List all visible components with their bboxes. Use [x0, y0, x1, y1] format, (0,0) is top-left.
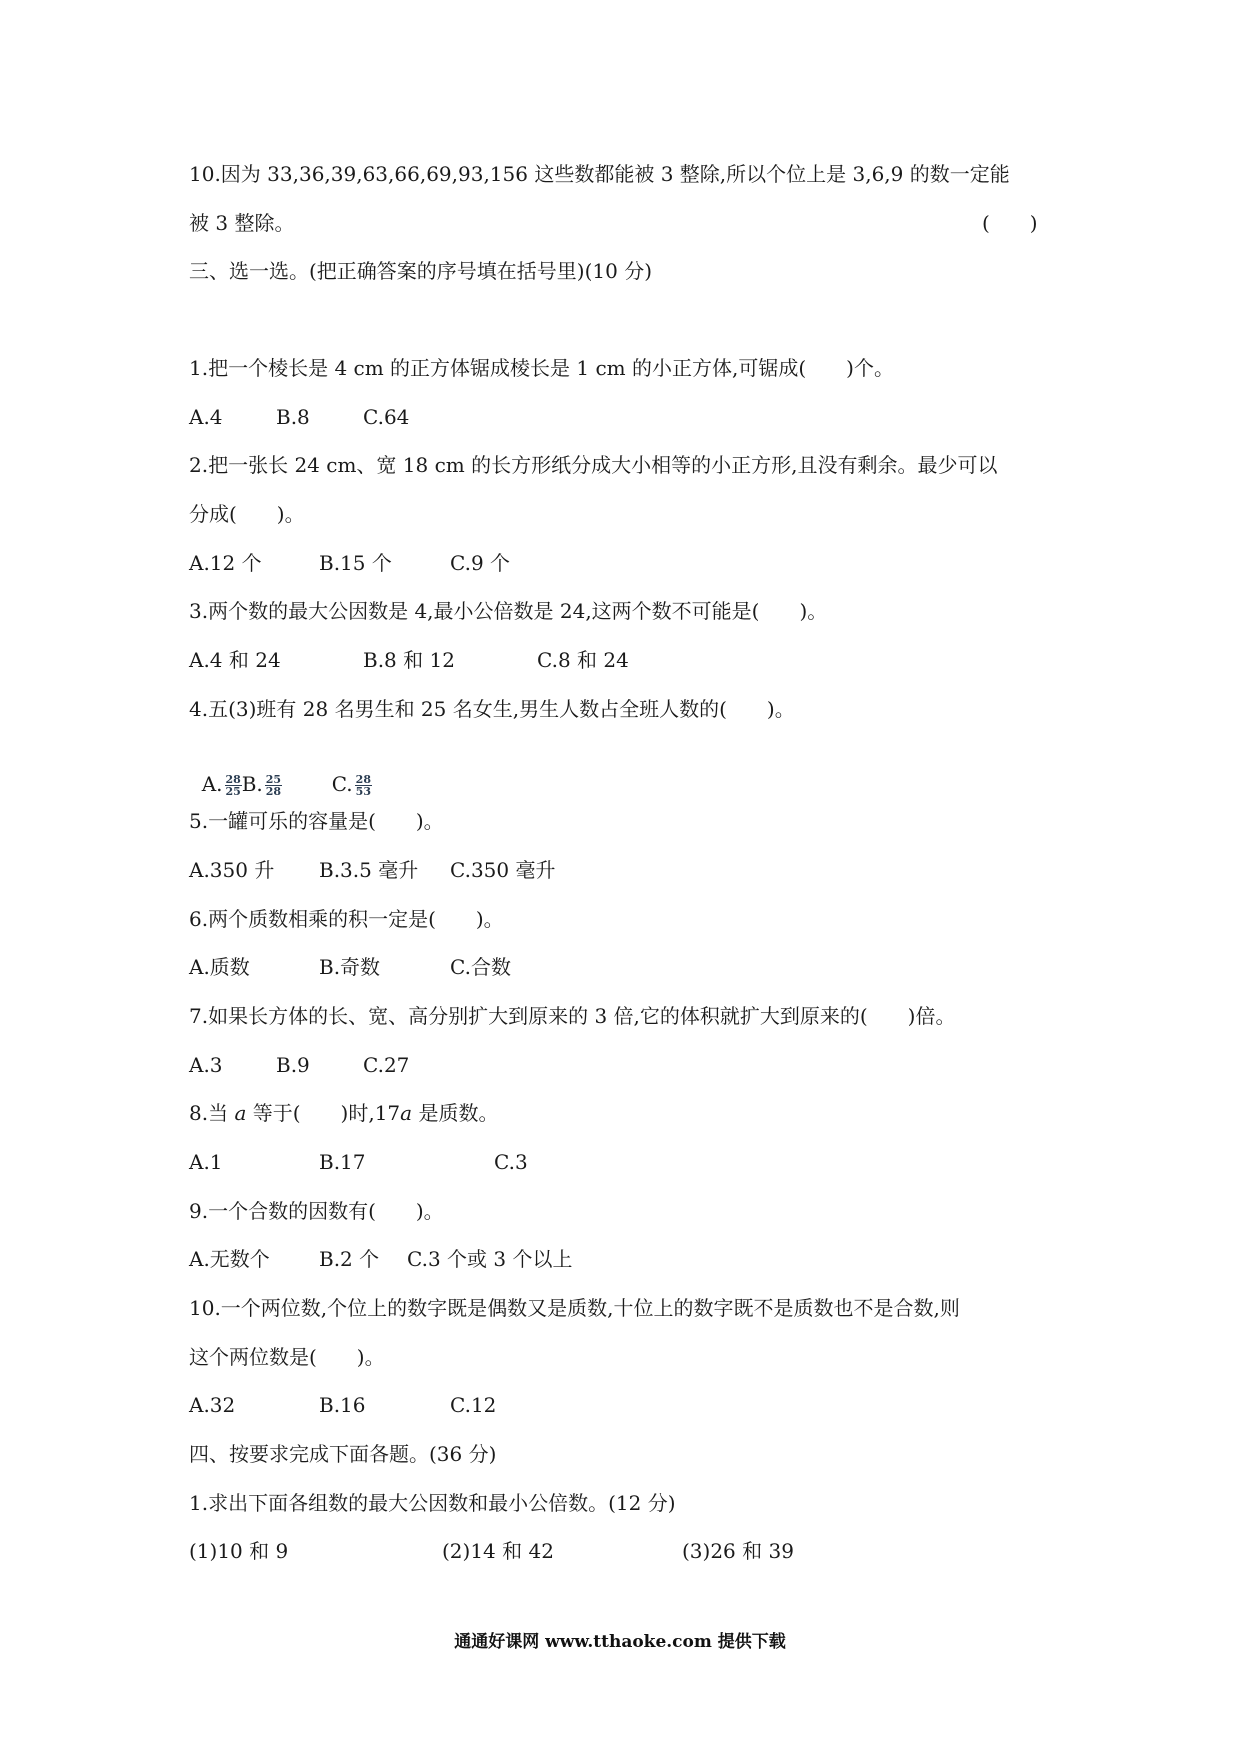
fraction-numerator: 28	[225, 773, 241, 786]
option-label: A.	[201, 772, 223, 796]
fraction-numerator: 28	[355, 773, 371, 786]
s3-q9-option-a[interactable]: A.无数个	[189, 1247, 270, 1271]
fraction	[355, 774, 372, 798]
s3-q7-option-a[interactable]: A.3	[189, 1053, 223, 1077]
s3-q9-option-c[interactable]: C.3 个或 3 个以上	[407, 1247, 573, 1271]
s3-q2-stem: 2.把一张长 24 cm、宽 18 cm 的长方形纸分成大小相等的小正方形,且没有剩余。最少可以	[189, 453, 998, 477]
s3-q5-option-b[interactable]: B.3.5 毫升	[319, 858, 419, 882]
s3-q4-option-b[interactable]	[229, 742, 284, 798]
stem-text: 8.当	[189, 1101, 235, 1125]
s3-q9-option-b[interactable]: B.2 个	[319, 1247, 380, 1271]
option-label: B.	[241, 772, 263, 796]
s3-q1-stem: 1.把一个棱长是 4 cm 的正方体锯成棱长是 1 cm 的小正方体,可锯成( )个。	[189, 356, 894, 380]
s3-q7-option-c[interactable]: C.27	[363, 1053, 410, 1077]
fraction-denominator: 28	[265, 784, 282, 798]
s3-q6-option-b[interactable]: B.奇数	[319, 955, 381, 979]
s3-q1-option-a[interactable]: A.4	[189, 405, 223, 429]
s3-q10-option-c[interactable]: C.12	[450, 1393, 497, 1417]
tf-q10-line2: 被 3 整除。	[189, 211, 295, 235]
s3-q5-option-c[interactable]: C.350 毫升	[450, 858, 556, 882]
tf-q10-line1: 10.因为 33,36,39,63,66,69,93,156 这些数都能被 3 整除,所以个位上是 3,6,9 的数一定能	[189, 162, 1010, 186]
stem-text: 等于( )时,17	[246, 1101, 401, 1125]
s3-q3-option-a[interactable]: A.4 和 24	[189, 648, 281, 672]
s3-q2-stem2: 分成( )。	[189, 502, 305, 526]
s3-q1-option-b[interactable]: B.8	[276, 405, 310, 429]
s4-q1-group-1: (1)10 和 9	[189, 1539, 289, 1563]
s3-q2-option-c[interactable]: C.9 个	[450, 551, 511, 575]
fraction-denominator: 53	[355, 784, 371, 798]
option-label: C.	[331, 772, 353, 796]
s4-q1-stem: 1.求出下面各组数的最大公因数和最小公倍数。(12 分)	[189, 1491, 676, 1515]
s4-q1-group-3: (3)26 和 39	[682, 1539, 794, 1563]
footer-download-note: 通通好课网 www.tthaoke.com 提供下载	[454, 1632, 786, 1652]
s3-q2-option-a[interactable]: A.12 个	[189, 551, 262, 575]
s3-q4-option-c[interactable]	[319, 742, 374, 798]
section3-title: 三、选一选。(把正确答案的序号填在括号里)(10 分)	[189, 259, 653, 283]
s3-q3-stem: 3.两个数的最大公因数是 4,最小公倍数是 24,这两个数不可能是( )。	[189, 599, 828, 623]
s3-q7-option-b[interactable]: B.9	[276, 1053, 310, 1077]
stem-text: 是质数。	[412, 1101, 499, 1125]
s3-q1-option-c[interactable]: C.64	[363, 405, 410, 429]
s3-q2-option-b[interactable]: B.15 个	[319, 551, 392, 575]
s3-q6-stem: 6.两个质数相乘的积一定是( )。	[189, 907, 504, 931]
answer-parentheses[interactable]: ( )	[982, 211, 1038, 235]
s4-q1-group-2: (2)14 和 42	[442, 1539, 554, 1563]
s3-q8-option-c[interactable]: C.3	[494, 1150, 528, 1174]
variable-a: a	[234, 1101, 247, 1125]
fraction-numerator: 25	[265, 773, 282, 786]
s3-q10-stem2: 这个两位数是( )。	[189, 1345, 385, 1369]
s3-q5-stem: 5.一罐可乐的容量是( )。	[189, 809, 444, 833]
s3-q3-option-b[interactable]: B.8 和 12	[363, 648, 455, 672]
s3-q7-stem: 7.如果长方体的长、宽、高分别扩大到原来的 3 倍,它的体积就扩大到原来的( )倍。	[189, 1004, 956, 1028]
s3-q8-option-b[interactable]: B.17	[319, 1150, 366, 1174]
fraction-denominator: 25	[225, 784, 241, 798]
s3-q8-stem	[189, 1099, 498, 1127]
s3-q5-option-a[interactable]: A.350 升	[189, 858, 275, 882]
s3-q4-stem: 4.五(3)班有 28 名男生和 25 名女生,男生人数占全班人数的( )。	[189, 697, 795, 721]
s3-q3-option-c[interactable]: C.8 和 24	[537, 648, 629, 672]
s3-q9-stem: 9.一个合数的因数有( )。	[189, 1199, 444, 1223]
section4-title: 四、按要求完成下面各题。(36 分)	[189, 1442, 497, 1466]
s3-q8-option-a[interactable]: A.1	[189, 1150, 223, 1174]
s3-q6-option-a[interactable]: A.质数	[189, 955, 250, 979]
s3-q10-option-b[interactable]: B.16	[319, 1393, 366, 1417]
fraction	[265, 774, 282, 798]
s3-q10-option-a[interactable]: A.32	[189, 1393, 236, 1417]
s3-q10-stem: 10.一个两位数,个位上的数字既是偶数又是质数,十位上的数字既不是质数也不是合数,则	[189, 1296, 960, 1320]
variable-a: a	[400, 1101, 413, 1125]
s3-q6-option-c[interactable]: C.合数	[450, 955, 511, 979]
